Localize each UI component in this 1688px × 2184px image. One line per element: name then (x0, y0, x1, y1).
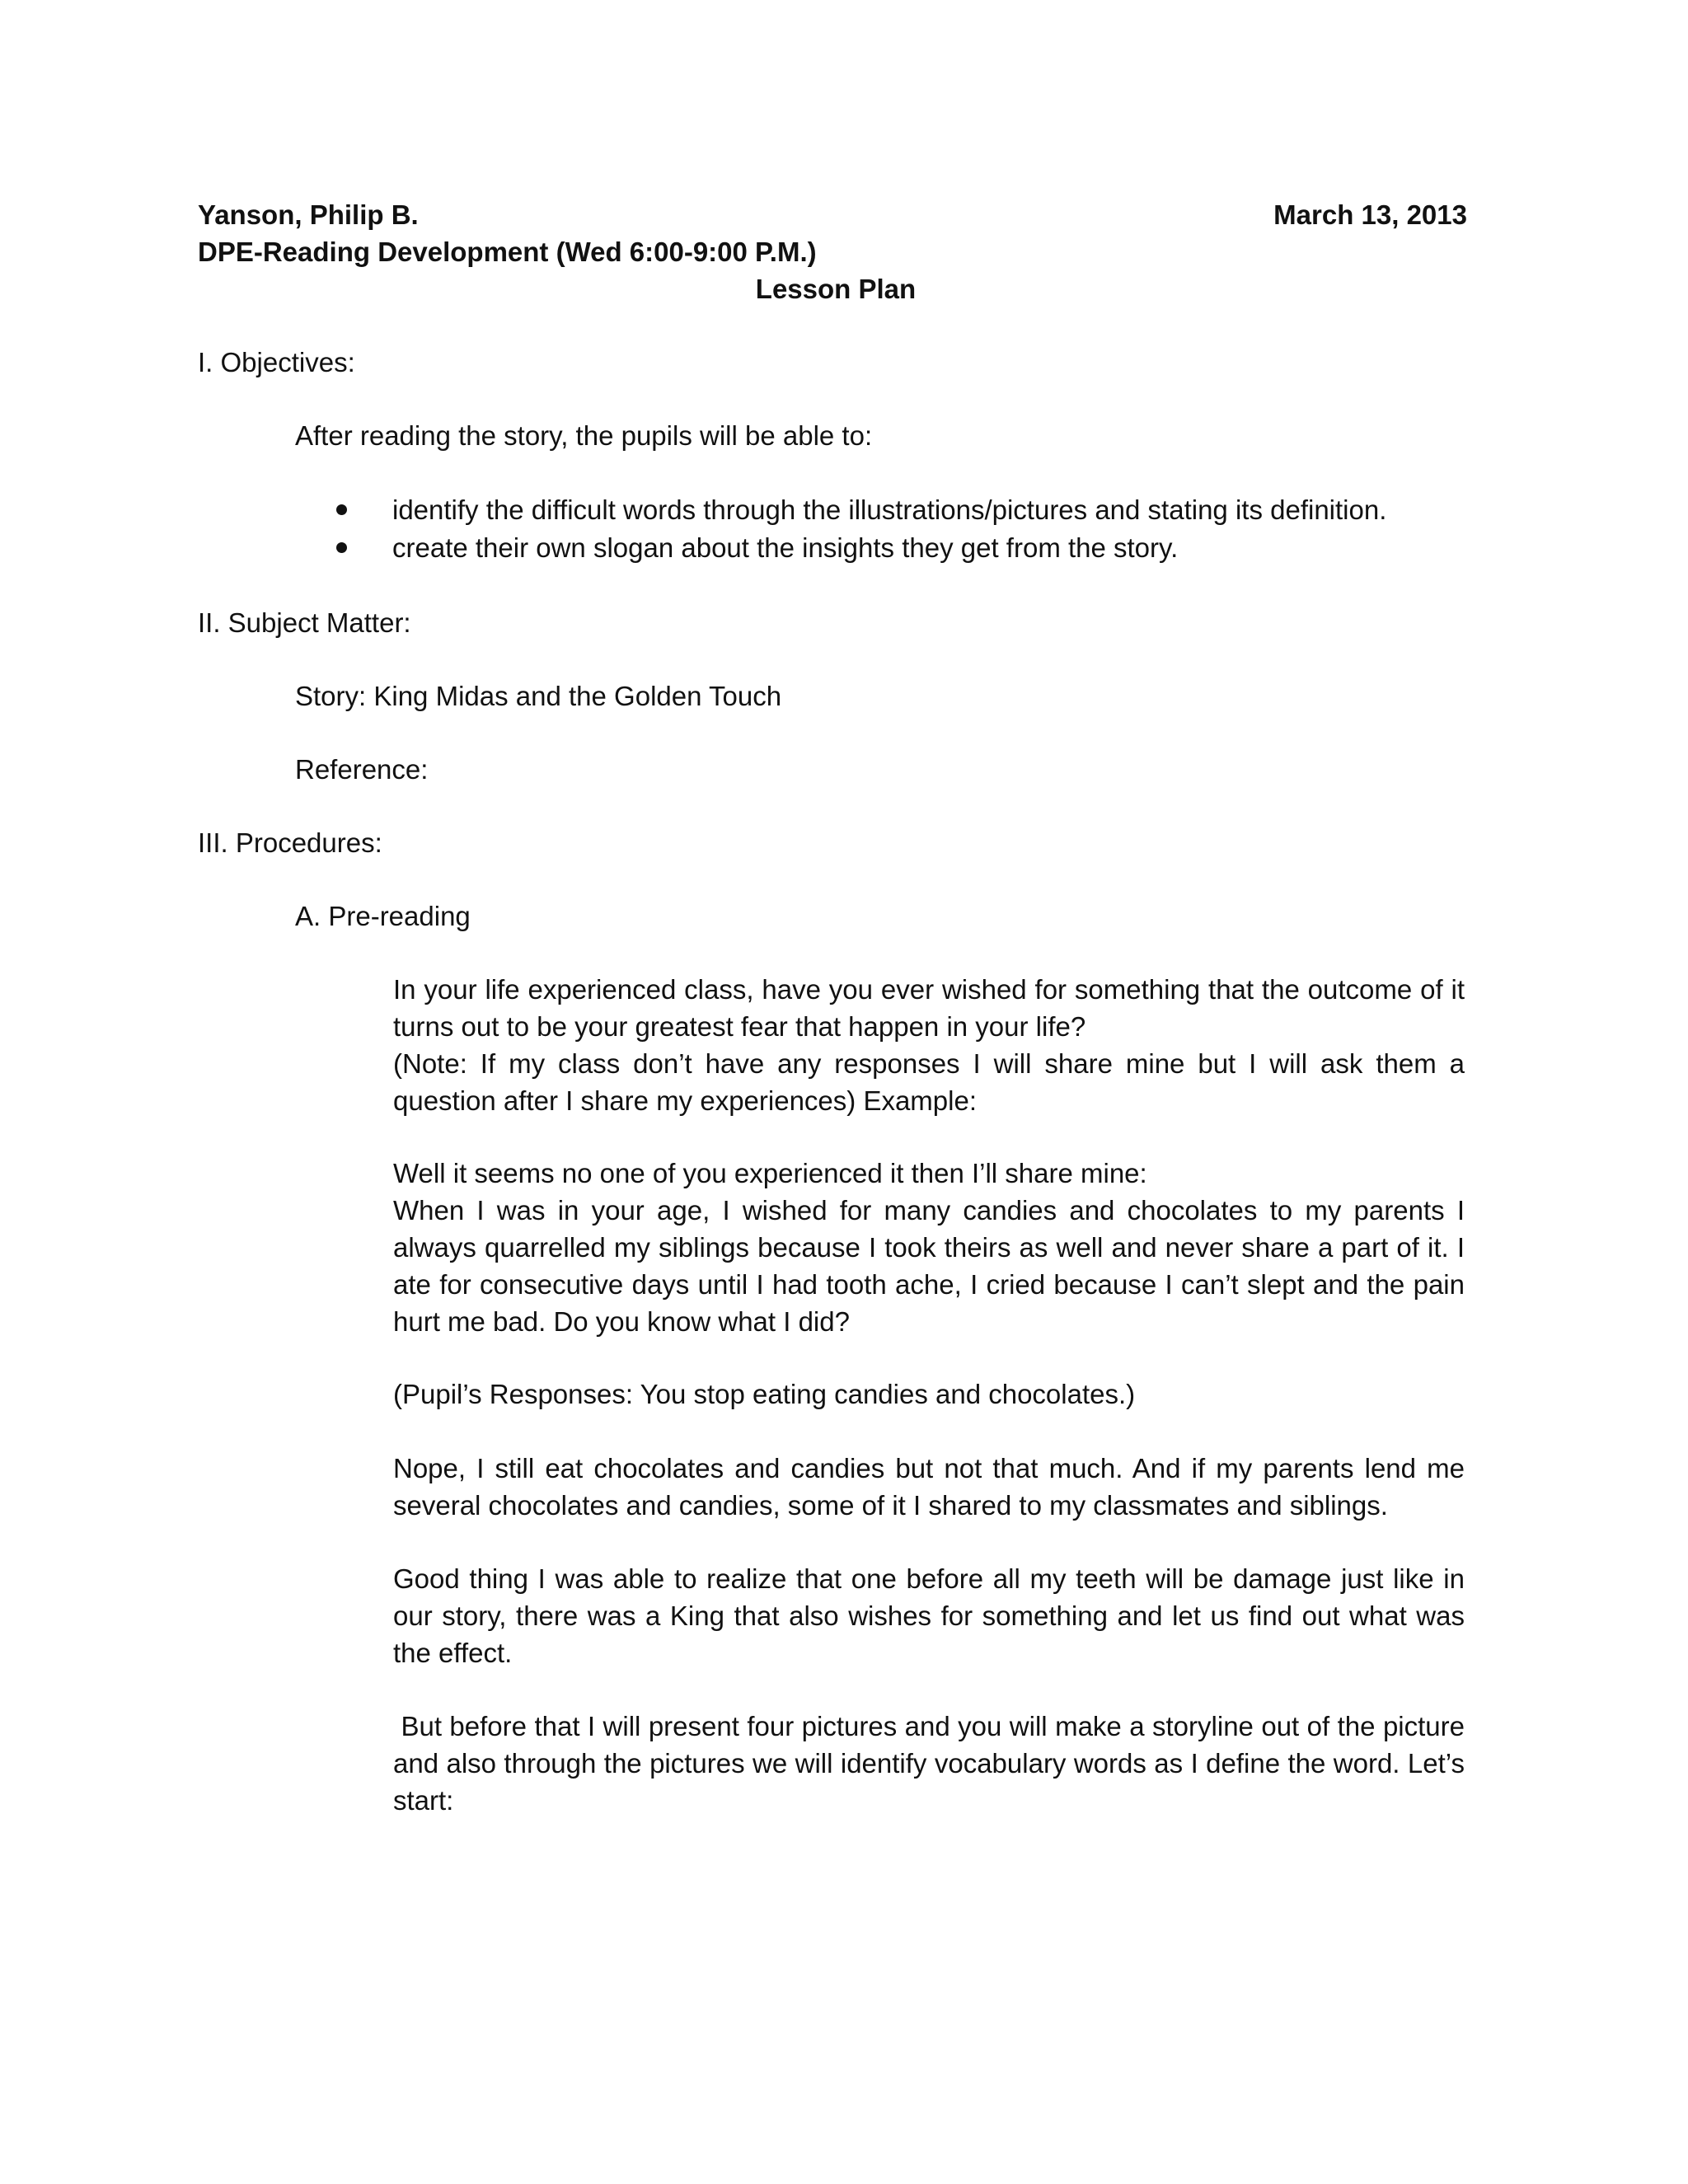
procedure-paragraph: Well it seems no one of you experienced it then I’ll share mine: (393, 1158, 1147, 1188)
subject-reference: Reference: (295, 754, 429, 785)
subject-matter-heading: II. Subject Matter: (198, 607, 411, 638)
subject-story: Story: King Midas and the Golden Touch (295, 681, 782, 711)
objectives-intro: After reading the story, the pupils will be able to: (295, 420, 873, 451)
procedure-paragraph: Nope, I still eat chocolates and candies but not that much. And if my parents lend me several chocolates and candies, some of it I shared to my classmates and siblings. (393, 1453, 1465, 1521)
procedure-paragraph: (Pupil’s Responses: You stop eating candies and chocolates.) (393, 1379, 1136, 1409)
objectives-heading: I. Objectives: (198, 347, 355, 377)
procedure-paragraph: In your life experienced class, have you ever wished for something that the outcome of it turns out to be your greatest fear that happen in your life? (393, 974, 1465, 1042)
procedure-paragraph: When I was in your age, I wished for many candies and chocolates to my parents I always quarrelled my siblings because I took theirs as well and never share a part of it. I ate for consecutive days until I had tooth ache, I cried because I can’t slept and the pain hurt me bad. Do you know what I did? (393, 1195, 1465, 1337)
bullet-icon (336, 504, 347, 515)
bullet-icon (336, 542, 347, 553)
author-name: Yanson, Philip B. (198, 199, 419, 230)
procedure-paragraph: (Note: If my class don’t have any responses I will share mine but I will ask them a question after I share my experiences) Example: (393, 1048, 1465, 1116)
document-date: March 13, 2013 (1273, 199, 1467, 230)
objective-bullet-text: identify the difficult words through the illustrations/pictures and stating its definition. (392, 494, 1387, 525)
procedure-paragraph: Good thing I was able to realize that one before all my teeth will be damage just like in our story, there was a King that also wishes for something and let us find out what was the effect. (393, 1563, 1465, 1668)
document-title: Lesson Plan (755, 274, 917, 304)
objective-bullet-text: create their own slogan about the insights they get from the story. (392, 532, 1179, 563)
procedures-heading: III. Procedures: (198, 827, 382, 858)
course-info: DPE-Reading Development (Wed 6:00-9:00 P.M.) (198, 237, 817, 267)
prereading-subheading: A. Pre-reading (295, 901, 471, 931)
procedure-paragraph: But before that I will present four pictures and you will make a storyline out of the picture and also through the pictures we will identify vocabulary words as I define the word. Let’s start: (393, 1711, 1473, 1816)
